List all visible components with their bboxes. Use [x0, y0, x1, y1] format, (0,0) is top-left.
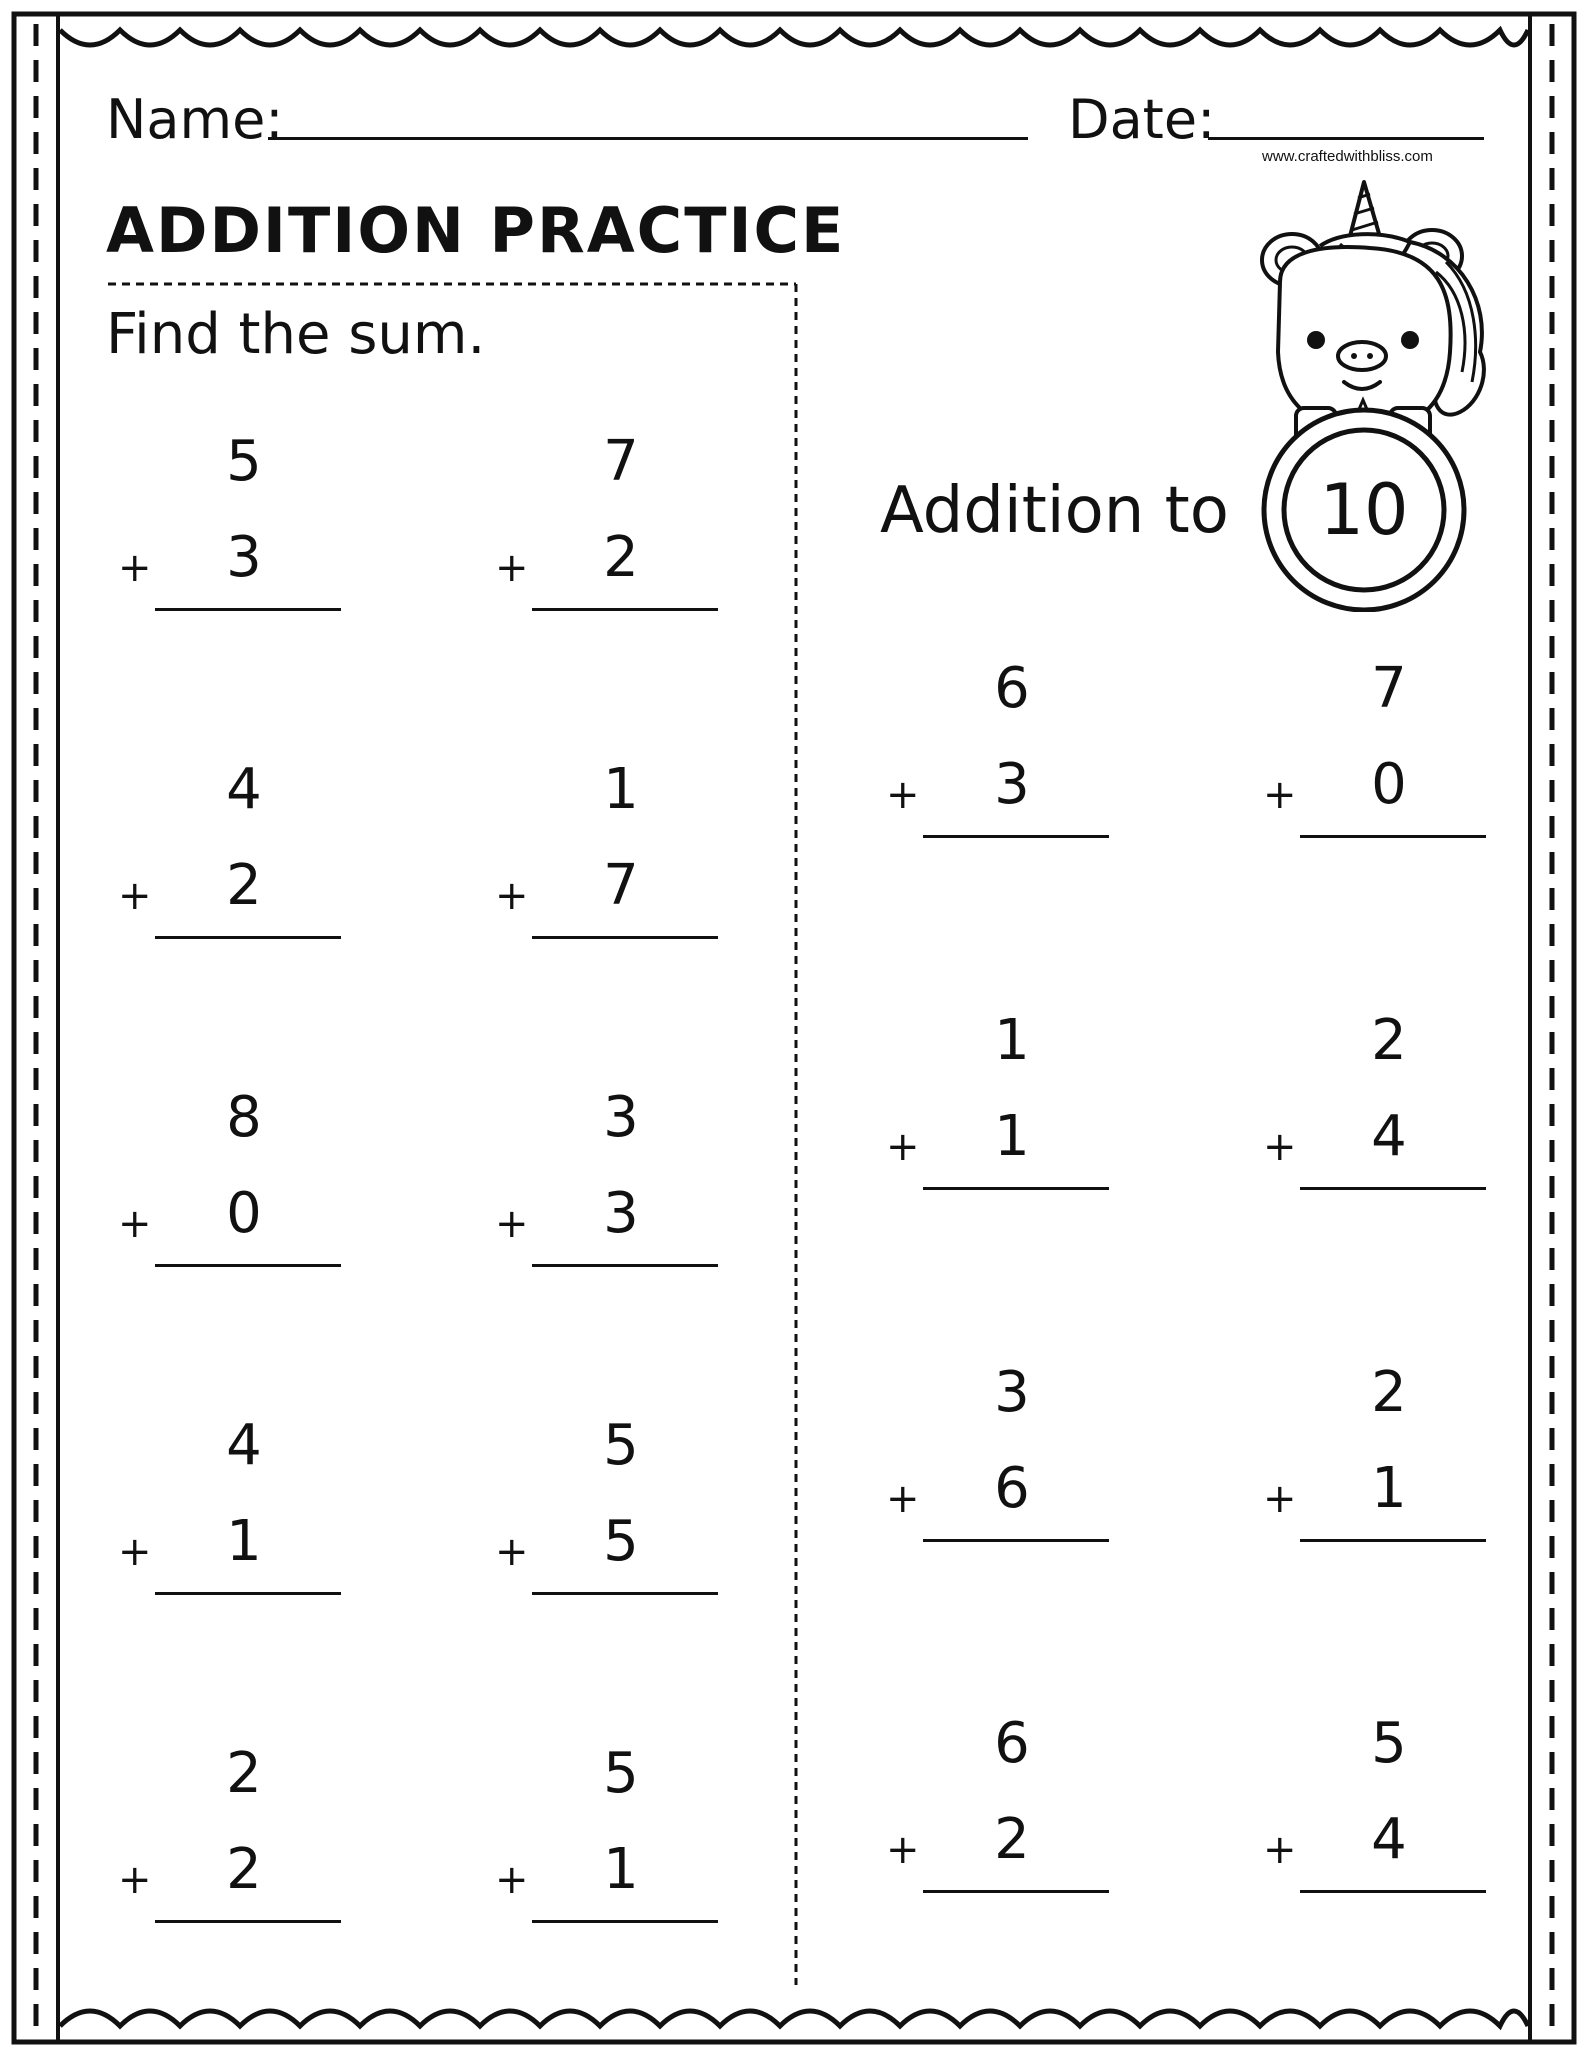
addition-problem: [495, 1411, 735, 1611]
addend-bottom: 0: [226, 1181, 262, 1246]
addend-bottom: 4: [1371, 1104, 1407, 1169]
answer-line[interactable]: [155, 1592, 341, 1595]
answer-line[interactable]: [155, 936, 341, 939]
plus-sign: +: [1263, 772, 1297, 818]
addend-bottom: 1: [1371, 1456, 1407, 1521]
date-label: Date:: [1068, 88, 1216, 151]
answer-line[interactable]: [155, 608, 341, 611]
addend-bottom: 2: [603, 525, 639, 590]
addend-top: 6: [994, 1711, 1030, 1776]
answer-line[interactable]: [532, 608, 718, 611]
addition-problem: [495, 1739, 735, 1939]
addend-bottom: 7: [603, 853, 639, 918]
plus-sign: +: [495, 545, 529, 591]
answer-line[interactable]: [532, 1920, 718, 1923]
answer-line[interactable]: [155, 1920, 341, 1923]
addend-top: 1: [994, 1008, 1030, 1073]
addend-top: 6: [994, 656, 1030, 721]
addend-bottom: 3: [226, 525, 262, 590]
addend-top: 7: [1371, 656, 1407, 721]
plus-sign: +: [1263, 1124, 1297, 1170]
plus-sign: +: [495, 1201, 529, 1247]
addend-top: 2: [1371, 1360, 1407, 1425]
addend-bottom: 3: [994, 752, 1030, 817]
plus-sign: +: [118, 1857, 152, 1903]
addend-top: 5: [603, 1413, 639, 1478]
addend-top: 2: [226, 1741, 262, 1806]
addition-problem: [118, 1739, 358, 1939]
addend-bottom: 1: [994, 1104, 1030, 1169]
addition-problem: [118, 1083, 358, 1283]
plus-sign: +: [886, 1124, 920, 1170]
answer-line[interactable]: [532, 1264, 718, 1267]
addition-problem: [495, 1083, 735, 1283]
addend-bottom: 2: [226, 1837, 262, 1902]
answer-line[interactable]: [923, 1890, 1109, 1893]
addend-top: 5: [1371, 1711, 1407, 1776]
plus-sign: +: [118, 1529, 152, 1575]
addend-top: 2: [1371, 1008, 1407, 1073]
answer-line[interactable]: [1300, 835, 1486, 838]
answer-line[interactable]: [923, 835, 1109, 838]
addition-problem: [1263, 654, 1503, 854]
date-field[interactable]: [1208, 137, 1484, 140]
addition-problem: [118, 1411, 358, 1611]
right-heading: Addition to: [880, 474, 1229, 548]
answer-line[interactable]: [532, 1592, 718, 1595]
addend-bottom: 2: [226, 853, 262, 918]
page-title: ADDITION PRACTICE: [106, 194, 846, 267]
answer-line[interactable]: [923, 1539, 1109, 1542]
addend-bottom: 1: [603, 1837, 639, 1902]
plus-sign: +: [118, 545, 152, 591]
plus-sign: +: [886, 772, 920, 818]
website-url: www.craftedwithbliss.com: [1262, 148, 1433, 165]
addend-top: 4: [226, 1413, 262, 1478]
plus-sign: +: [1263, 1476, 1297, 1522]
plus-sign: +: [495, 1857, 529, 1903]
instruction-text: Find the sum.: [106, 302, 486, 367]
addend-bottom: 3: [603, 1181, 639, 1246]
addition-problem: [118, 755, 358, 955]
plus-sign: +: [1263, 1827, 1297, 1873]
answer-line[interactable]: [923, 1187, 1109, 1190]
addend-bottom: 4: [1371, 1807, 1407, 1872]
addend-bottom: 0: [1371, 752, 1407, 817]
addition-problem: [886, 1358, 1126, 1558]
addend-top: 5: [226, 429, 262, 494]
answer-line[interactable]: [1300, 1539, 1486, 1542]
addition-problem: [886, 1006, 1126, 1206]
addition-problem: [1263, 1709, 1503, 1909]
addition-problem: [886, 654, 1126, 854]
name-label: Name:: [106, 88, 284, 151]
addend-top: 3: [603, 1085, 639, 1150]
addition-problem: [886, 1709, 1126, 1909]
plus-sign: +: [118, 873, 152, 919]
addition-problem: [1263, 1006, 1503, 1206]
plus-sign: +: [886, 1476, 920, 1522]
answer-line[interactable]: [155, 1264, 341, 1267]
addend-top: 1: [603, 757, 639, 822]
addend-bottom: 5: [603, 1509, 639, 1574]
name-field[interactable]: [268, 137, 1028, 140]
answer-line[interactable]: [1300, 1187, 1486, 1190]
addition-problem: [495, 755, 735, 955]
addition-problem: [1263, 1358, 1503, 1558]
plus-sign: +: [495, 873, 529, 919]
plus-sign: +: [886, 1827, 920, 1873]
addition-problem: [118, 427, 358, 627]
addend-bottom: 6: [994, 1456, 1030, 1521]
addend-top: 4: [226, 757, 262, 822]
addend-bottom: 2: [994, 1807, 1030, 1872]
answer-line[interactable]: [1300, 1890, 1486, 1893]
addend-top: 5: [603, 1741, 639, 1806]
plus-sign: +: [495, 1529, 529, 1575]
plus-sign: +: [118, 1201, 152, 1247]
addend-top: 3: [994, 1360, 1030, 1425]
addition-problem: [495, 427, 735, 627]
badge-number: 10: [1319, 469, 1409, 551]
answer-line[interactable]: [532, 936, 718, 939]
addend-top: 8: [226, 1085, 262, 1150]
addend-top: 7: [603, 429, 639, 494]
addend-bottom: 1: [226, 1509, 262, 1574]
